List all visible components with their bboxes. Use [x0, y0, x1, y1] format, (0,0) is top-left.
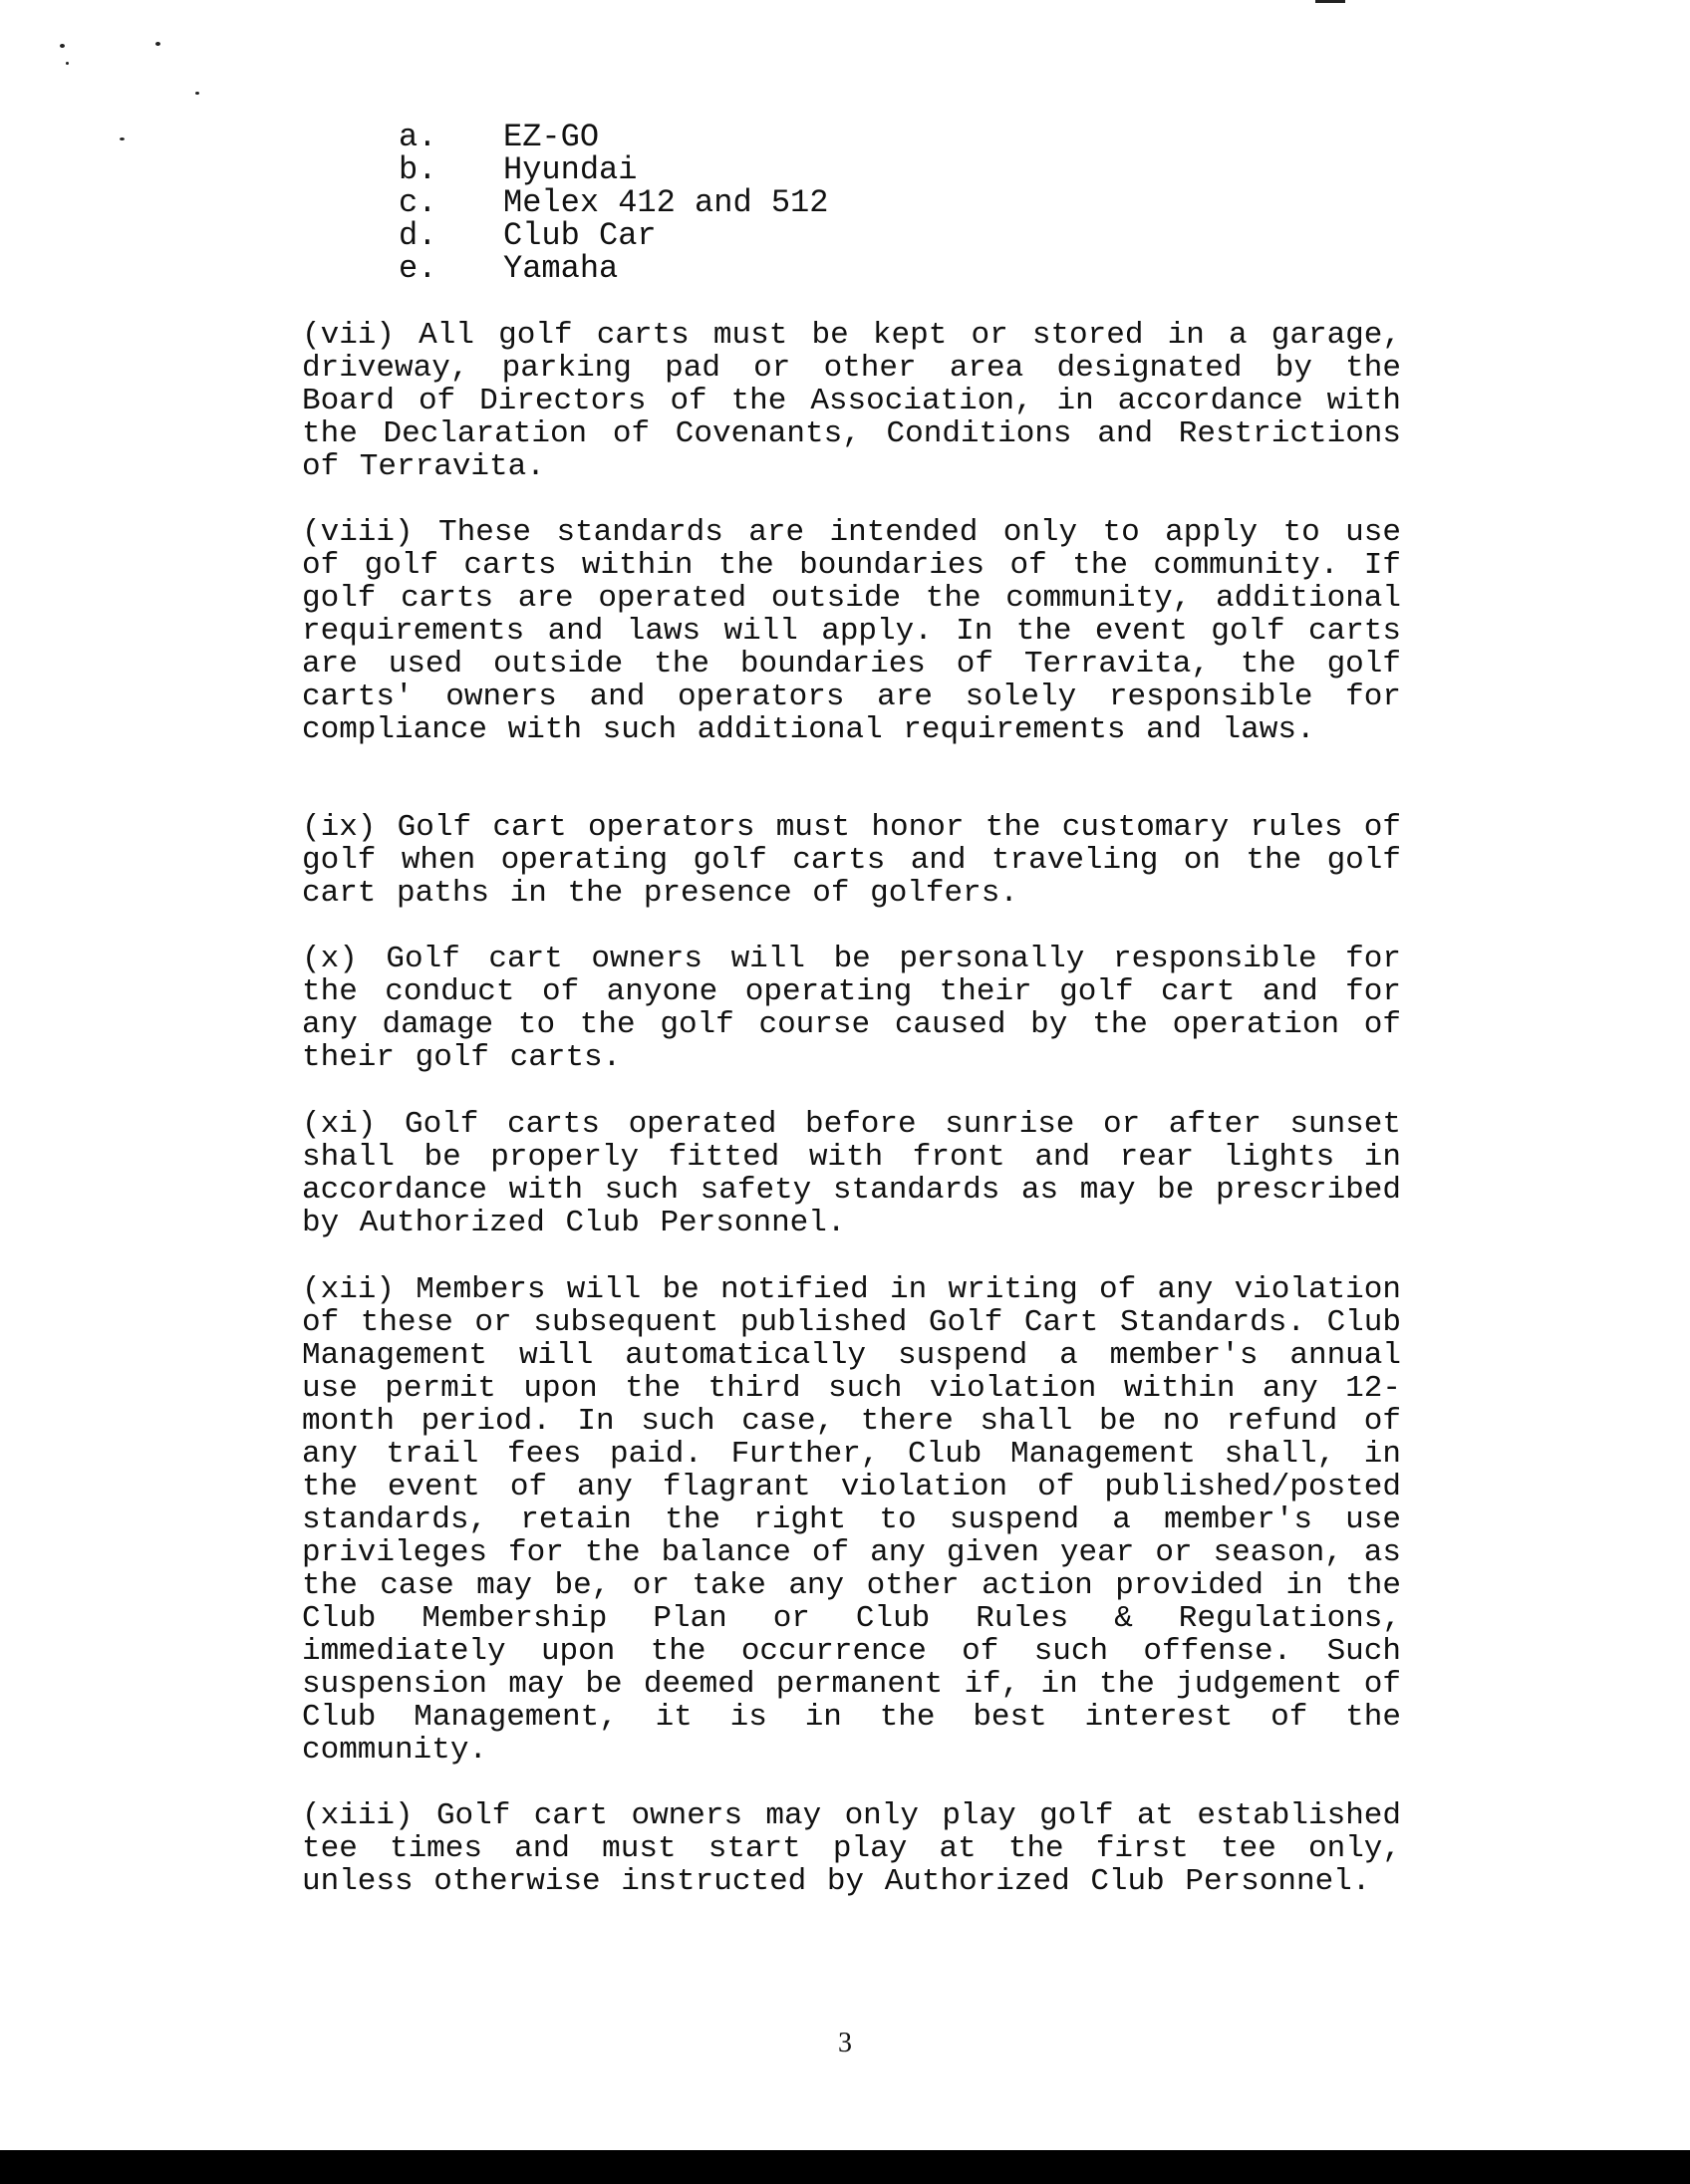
section-xi-lights: (xi) Golf carts operated before sunrise or after sunset shall be properly fitted with front and rear lights in accordance with such safety standards as may be prescribed by Authorized Club Personnel. [302, 1107, 1401, 1240]
section-xiii-tee-times: (xiii) Golf cart owners may only play golf at established tee times and must start play at the first tee only, unless otherwise instructed by Authorized Club Personnel. [302, 1798, 1401, 1899]
brand-name: Hyundai [503, 151, 638, 188]
brand-list-item [399, 219, 828, 252]
section-viii-scope: (viii) These standards are intended only to apply to use of golf carts within the boundaries of the community. If golf carts are operated outside the community, additional requirements and laws will apply. In the event golf carts are used outside the boundaries of Terravita, the golf carts' owners and operators are solely responsible for compliance with such additional requirements and laws. [302, 515, 1401, 747]
section-x-owner-responsibility: (x) Golf cart owners will be personally responsible for the conduct of anyone operating their golf cart and for any damage to the golf course caused by the operation of their golf carts. [302, 942, 1401, 1075]
scan-speck [195, 92, 199, 95]
scan-speck [60, 44, 65, 48]
scan-speck [155, 42, 160, 46]
scan-mark [1315, 0, 1345, 3]
brand-name: EZ-GO [503, 119, 600, 155]
brand-marker: d. [399, 217, 437, 254]
brand-list-item [399, 186, 828, 219]
brand-marker: a. [399, 119, 437, 155]
brand-name: Club Car [503, 217, 657, 254]
section-vii-storage: (vii) All golf carts must be kept or stored in a garage, driveway, parking pad or other area designated by the Board of Directors of the Association, in accordance with the Declaration of Covenants, Conditions and Restrictions of Terravita. [302, 318, 1401, 484]
brand-list-item [399, 153, 828, 186]
scan-speck [120, 137, 125, 140]
brand-marker: b. [399, 151, 437, 188]
brand-list-item [399, 121, 828, 153]
scan-bottom-border [0, 2150, 1690, 2184]
brand-marker: c. [399, 184, 437, 221]
brand-list-item [399, 252, 828, 285]
section-ix-golf-rules: (ix) Golf cart operators must honor the customary rules of golf when operating golf carts and traveling on the golf cart paths in the presence of golfers. [302, 810, 1401, 911]
page-number: 3 [838, 2028, 852, 2058]
brand-marker: e. [399, 250, 437, 287]
golf-cart-brand-list [399, 121, 828, 285]
scan-speck [66, 62, 69, 65]
brand-name: Melex 412 and 512 [503, 184, 829, 221]
section-xii-violations: (xii) Members will be notified in writing of any violation of these or subsequent published Golf Cart Standards. Club Management will automatically suspend a member's annual use permit upon the third such violation within any 12-month period. In such case, there shall be no refund of any trail fees paid. Further, Club Management shall, in the event of any flagrant violation of published/posted standards, retain the right to suspend a member's use privileges for the balance of any given year or season, as the case may be, or take any other action provided in the Club Membership Plan or Club Rules & Regulations, immediately upon the occurrence of such offense. Such suspension may be deemed permanent if, in the judgement of Club Management, it is in the best interest of the community. [302, 1272, 1401, 1768]
brand-name: Yamaha [503, 250, 619, 287]
